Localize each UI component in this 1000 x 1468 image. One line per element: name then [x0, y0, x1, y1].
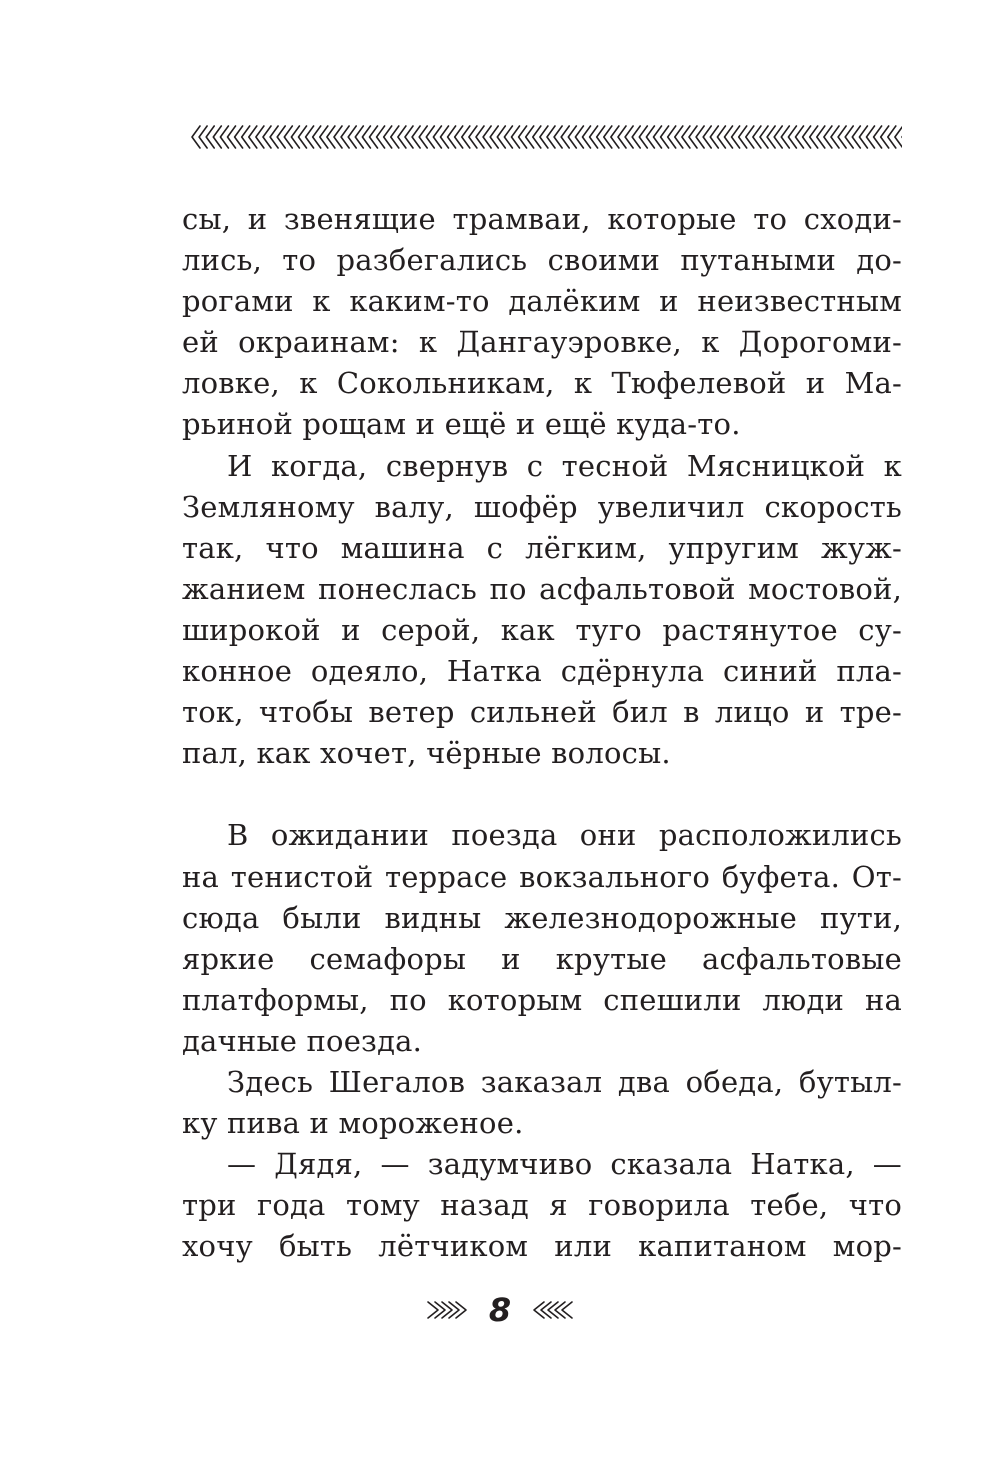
text-line: так, что машина с лёгким, упругим жуж- [182, 530, 902, 565]
text-line: сюда были видны железнодорожные пути, [182, 900, 902, 935]
text-line: конное одеяло, Натка сдёрнула синий пла- [182, 654, 902, 689]
text-line: ку пива и мороженое. [182, 1106, 524, 1141]
paragraph [182, 446, 902, 775]
paragraph [182, 1062, 902, 1144]
text-line: ей окраинам: к Дангауэровке, к Дорогоми- [182, 325, 902, 360]
text-line: жанием понеслась по асфальтовой мостовой, [182, 571, 902, 606]
text-line: платформы, по которым спешили люди на [182, 982, 902, 1017]
text-line: лись, то разбегались своими путаными до- [182, 243, 902, 278]
chevron-right-icon [425, 1299, 471, 1321]
text-line: И когда, свернув с тесной Мясницкой к [227, 448, 902, 483]
paragraph [182, 1144, 902, 1267]
chevron-mark [895, 126, 902, 148]
page-text [182, 199, 902, 1267]
page-footer [0, 1288, 1000, 1332]
chevron-left-icon [529, 1299, 575, 1321]
text-line: ловке, к Сокольникам, к Тюфелевой и Ма- [182, 366, 902, 401]
text-line: широкой и серой, как туго растянутое су- [182, 612, 902, 647]
paragraph [182, 815, 902, 1062]
text-line: Здесь Шегалов заказал два обеда, бутыл- [227, 1064, 902, 1099]
text-line: три года тому назад я говорила тебе, что [182, 1188, 902, 1223]
paragraph [182, 199, 902, 446]
text-line: пал, как хочет, чёрные волосы. [182, 736, 671, 771]
text-line: рогами к каким-то далёким и неизвестным [182, 284, 902, 319]
text-line: дачные поезда. [182, 1023, 423, 1058]
text-line: хочу быть лётчиком или капитаном мор- [182, 1229, 902, 1264]
text-line: сы, и звенящие трамваи, которые то сходи- [182, 202, 902, 236]
section-break [182, 774, 902, 815]
page-number: 8 [488, 1291, 512, 1329]
text-line: — Дядя, — задумчиво сказала Натка, — [227, 1147, 902, 1182]
text-line: на тенистой террасе вокзального буфета. От- [182, 859, 902, 894]
text-line: рьиной рощам и ещё и ещё куда-то. [182, 407, 741, 442]
chevron-border-icon [180, 120, 902, 154]
text-line: Земляному валу, шофёр увеличил скорость [182, 489, 902, 524]
text-line: ток, чтобы ветер сильней бил в лицо и тре- [182, 695, 902, 730]
text-line: В ожидании поезда они расположились [227, 818, 902, 853]
text-line: яркие семафоры и крутые асфальтовые [182, 941, 902, 976]
